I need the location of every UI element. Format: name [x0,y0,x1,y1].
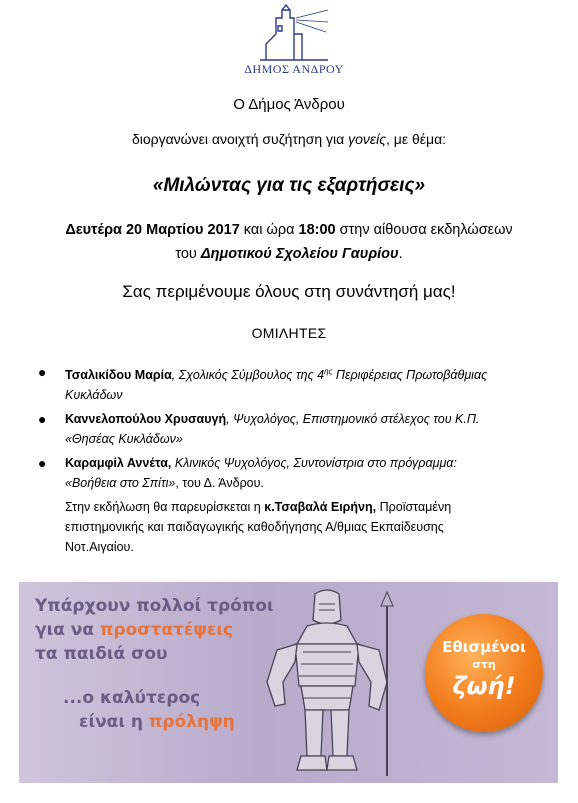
speaker-item [38,409,568,449]
intro-after: , με θέμα: [386,131,447,147]
event-date: Δευτέρα 20 Μαρτίου 2017 [65,222,240,238]
badge-line-2: στη [472,658,496,671]
topic-title: «Μιλώντας για τις εξαρτήσεις» [152,175,426,196]
note-line2: επιστημονικής και παιδαγωγικής καθοδήγησης Α/θμιας Εκπαίδευσης [65,520,444,535]
prevention-banner [19,582,558,783]
speaker-role-line2: «Βοήθεια στο Σπίτι» [65,476,176,491]
speaker-name: Καραμφίλ Αννέτα, [65,456,172,471]
speaker-role-line2: «Θησέας Κυκλάδων» [65,432,183,447]
speaker-item [38,362,568,405]
event-venue-prefix: στην αίθουσα εκδηλώσεων [335,222,513,238]
note-line3: Νοτ.Αιγαίου. [65,540,134,555]
speaker-role-line2: Κυκλάδων [65,388,123,403]
banner-line-2b: προστατέψεις [99,620,234,640]
logo-text: ΔΗΜΟΣ ΑΝΔΡΟΥ [244,62,344,76]
banner-line-5a: είναι η [79,712,149,732]
note-before: Στην εκδήλωση θα παρευρίσκεται η [65,500,265,515]
banner-line-4: ...ο καλύτερος [63,688,201,708]
speaker-role-line2-suffix: , του Δ. Άνδρου. [175,476,264,491]
speaker-role: Κλινικός Ψυχολόγος, Συντονίστρια στο πρόγραμμα: [171,456,457,471]
note-name: κ.Τσαβαλά Ειρήνη, [264,500,377,515]
bullet-icon: ● [38,455,47,472]
speaker-name: Καννελοπούλου Χρυσαυγή [65,412,227,427]
event-time: 18:00 [298,222,336,238]
intro-line [0,131,578,147]
municipality-logo [232,4,356,80]
welcome-message: Σας περιμένουμε όλους στη συνάντησή μας! [122,282,456,301]
bullet-icon: ● [38,364,47,380]
speaker-role-b: Περιφέρειας Πρωτοβάθμιας [332,368,488,383]
event-venue: Δημοτικού Σχολείου Γαυρίου [200,246,399,262]
banner-line-1: Υπάρχουν πολλοί τρόποι [35,596,274,616]
note-after: Προϊσταμένη [376,500,452,515]
addicted-to-life-badge [425,614,543,732]
event-venue-line2-prefix: του [175,246,201,262]
tower-icon [256,4,332,62]
banner-line-3: τα παιδιά σου [35,644,168,664]
speaker-role: , Ψυχολόγος, Επιστημονικό στέλεχος του Κ.Π. [226,412,480,427]
intro-before: διοργανώνει ανοιχτή συζήτηση για [131,131,349,147]
speakers-list [38,362,568,557]
bullet-icon: ● [38,411,47,428]
organizer-title: Ο Δήμος Άνδρου [233,96,345,113]
event-details [0,218,578,266]
knight-armor-icon [237,586,417,782]
attendance-note [38,497,568,557]
badge-line-3: ζωή! [452,672,516,700]
speaker-role: , Σχολικός Σύμβουλος της 4 [171,368,325,383]
banner-line-5 [79,712,235,732]
event-venue-suffix: . [398,246,403,262]
speakers-heading: ΟΜΙΛΗΤΕΣ [251,325,327,341]
badge-line-1: Εθισμένοι [442,638,526,656]
intro-italic: γονείς [348,131,386,147]
speaker-item [38,453,568,493]
banner-line-2a: για να [35,620,100,640]
speaker-role-sup: ης [324,367,333,376]
banner-line-2 [35,620,233,640]
event-time-prefix: και ώρα [239,222,299,238]
speaker-name: Τσαλικίδου Μαρία [65,368,172,383]
banner-line-5b: πρόληψη [148,712,235,732]
